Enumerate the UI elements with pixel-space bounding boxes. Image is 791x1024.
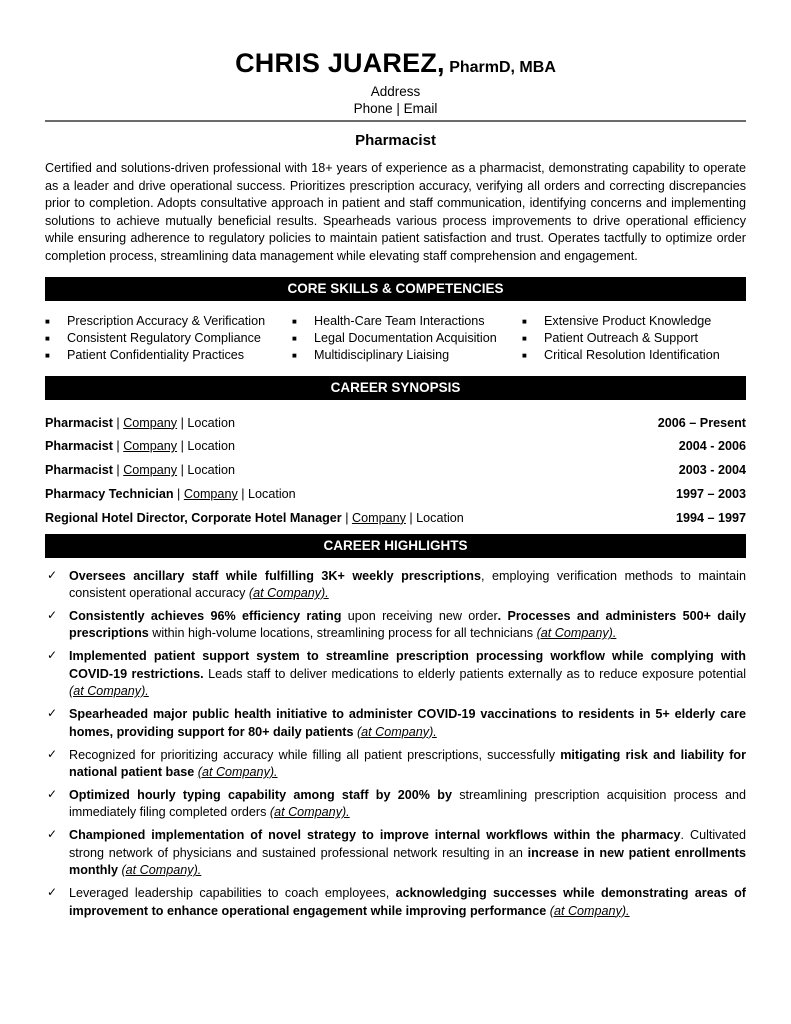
highlight-emphasis: increase in new patient enrollments monthly — [69, 845, 746, 878]
role-location: Location — [187, 439, 235, 454]
skill-item: ■ Prescription Accuracy & Verification — [45, 313, 292, 330]
highlight-item — [45, 568, 746, 603]
role-title: Regional Hotel Director, Corporate Hotel Manager — [45, 510, 342, 525]
candidate-credentials: PharmD, MBA — [449, 59, 556, 76]
highlight-emphasis: Optimized hourly typing capability among staff by 200% by — [69, 787, 452, 802]
highlight-emphasis: Oversees ancillary staff while fulfilling 3K+ weekly prescriptions — [69, 568, 481, 583]
skills-grid — [45, 313, 746, 364]
checkmark-icon: ✓ — [47, 885, 58, 900]
section-heading-highlights: CAREER HIGHLIGHTS — [45, 534, 746, 558]
role-info: Pharmacist | Company | Location — [45, 439, 235, 454]
contact-line — [45, 100, 746, 117]
highlight-item — [45, 747, 746, 782]
career-highlights-list — [45, 568, 746, 920]
email: Email — [403, 101, 438, 116]
checkmark-icon: ✓ — [47, 786, 58, 801]
role-title: Pharmacist — [45, 463, 113, 478]
skill-item: ■ Health-Care Team Interactions — [292, 313, 522, 330]
role-company: Company — [123, 439, 178, 454]
address: Address — [370, 84, 421, 99]
role-row — [45, 510, 746, 534]
highlight-company-ref: (at Company). — [536, 626, 617, 641]
role-location: Location — [187, 415, 235, 430]
job-title: Pharmacist — [355, 132, 436, 149]
role-row — [45, 415, 746, 439]
candidate-name: CHRIS JUAREZ, — [235, 48, 445, 78]
highlight-company-ref: (at Company). — [356, 724, 437, 739]
professional-summary: Certified and solutions-driven professional with 18+ years of experience as a pharmacist, demonstrating capability to operate as a leader and drive operational success. Prioritizes prescription accuracy, verifying all orders and correcting discrepancies prior to completion. Adopts consultative approach in patient and staff communication, identifying concerns and implementing solutions to achieve mutually beneficial results. Spearheads various process improvements to drive operational efficiency while ensuring adherence to regulatory policies to maintain patient satisfaction and trust. Operates tactfully to optimize order completion process, streamlining data management while elevating staff comprehension and engagement. — [45, 161, 746, 263]
role-dates: 1994 – 1997 — [675, 510, 746, 525]
highlight-text: , employing verification methods to maintain consistent operational accuracy — [69, 568, 746, 600]
highlight-company-ref: (at Company). — [197, 764, 278, 779]
highlight-company-ref: (at Company). — [549, 903, 630, 918]
checkmark-icon: ✓ — [47, 706, 58, 721]
highlight-item — [45, 827, 746, 879]
highlight-company-ref: (at Company). — [69, 684, 149, 699]
career-synopsis-list — [45, 415, 746, 534]
skill-item: ■ Legal Documentation Acquisition — [292, 330, 522, 347]
role-title: Pharmacist — [45, 439, 113, 454]
role-dates: 2004 - 2006 — [678, 439, 746, 454]
checkmark-icon: ✓ — [47, 746, 58, 761]
highlight-item — [45, 608, 746, 643]
name-line — [45, 48, 746, 83]
skill-item: ■ Patient Outreach & Support — [522, 330, 746, 347]
checkmark-icon: ✓ — [47, 648, 58, 663]
highlight-company-ref: (at Company). — [121, 863, 202, 878]
role-company: Company — [123, 415, 178, 430]
skills-column — [292, 313, 522, 364]
checkmark-icon: ✓ — [47, 827, 58, 842]
role-dates: 2003 - 2004 — [678, 463, 746, 478]
highlight-emphasis: acknowledging successes while demonstrating areas of improvement to enhance operational engagement while improving performance — [69, 886, 746, 918]
highlight-text: . Cultivated strong network of physicians and sustained professional network resulting in an — [69, 828, 746, 860]
highlight-emphasis: Championed implementation of novel strategy to improve internal workflows within the pharmacy — [69, 828, 681, 843]
highlight-emphasis: . Processes and administers 500+ daily prescriptions — [69, 608, 746, 641]
role-title: Pharmacist — [45, 415, 113, 430]
role-company: Company — [123, 463, 178, 478]
highlight-text: Recognized for prioritizing accuracy while filling all patient prescriptions, successfully — [69, 747, 561, 762]
skills-column — [522, 313, 746, 364]
highlight-text: streamlining prescription acquisition process and immediately filing completed orders — [69, 787, 746, 820]
role-company: Company — [183, 486, 238, 501]
skill-item: ■ Multidisciplinary Liaising — [292, 347, 522, 364]
role-row — [45, 462, 746, 486]
resume-header — [45, 0, 746, 117]
contact-separator: | — [396, 101, 400, 116]
highlight-emphasis: mitigating risk and liability for national patient base — [69, 747, 746, 779]
highlight-company-ref: (at Company). — [248, 585, 329, 600]
highlight-text: upon receiving new order — [341, 608, 498, 623]
role-info: Regional Hotel Director, Corporate Hotel Manager | Company | Location — [45, 510, 464, 525]
checkmark-icon: ✓ — [47, 567, 58, 582]
role-title: Pharmacy Technician — [45, 486, 174, 501]
role-info: Pharmacist | Company | Location — [45, 463, 235, 478]
role-location: Location — [187, 463, 235, 478]
highlight-item — [45, 787, 746, 822]
role-info: Pharmacy Technician | Company | Location — [45, 486, 296, 501]
highlight-emphasis: Consistently achieves 96% efficiency rating — [69, 608, 342, 623]
skill-item: ■ Consistent Regulatory Compliance — [45, 330, 292, 347]
phone: Phone — [353, 101, 393, 116]
highlight-emphasis: Implemented patient support system to streamline prescription processing workflow while complying with COVID-19 restrictions. — [69, 649, 746, 681]
highlight-company-ref: (at Company). — [269, 805, 350, 820]
role-company: Company — [351, 510, 406, 525]
role-dates: 2006 – Present — [657, 415, 746, 430]
highlight-item — [45, 885, 746, 920]
section-heading-synopsis: CAREER SYNOPSIS — [45, 376, 746, 400]
highlight-text: within high-volume locations, streamlining process for all technicians — [148, 626, 537, 641]
highlight-item — [45, 706, 746, 741]
checkmark-icon: ✓ — [47, 607, 58, 622]
role-location: Location — [248, 486, 296, 501]
role-row — [45, 438, 746, 462]
role-location: Location — [416, 510, 464, 525]
skill-item: ■ Critical Resolution Identification — [522, 347, 746, 364]
skill-item: ■ Extensive Product Knowledge — [522, 313, 746, 330]
highlight-emphasis: Spearheaded major public health initiative to administer COVID-19 vaccinations to residents in 5+ elderly care homes, providing support for 80+ daily patients — [69, 707, 746, 739]
header-divider — [45, 120, 746, 122]
role-info: Pharmacist | Company | Location — [45, 415, 235, 430]
skill-item: ■ Patient Confidentiality Practices — [45, 347, 292, 364]
highlight-item — [45, 648, 746, 700]
section-heading-skills: CORE SKILLS & COMPETENCIES — [45, 277, 746, 301]
role-dates: 1997 – 2003 — [675, 486, 746, 501]
highlight-text: Leveraged leadership capabilities to coach employees, — [69, 886, 396, 901]
highlight-text: Leads staff to deliver medications to elderly patients externally as to reduce exposure potential — [203, 666, 746, 681]
skills-column — [45, 313, 292, 364]
role-row — [45, 486, 746, 510]
